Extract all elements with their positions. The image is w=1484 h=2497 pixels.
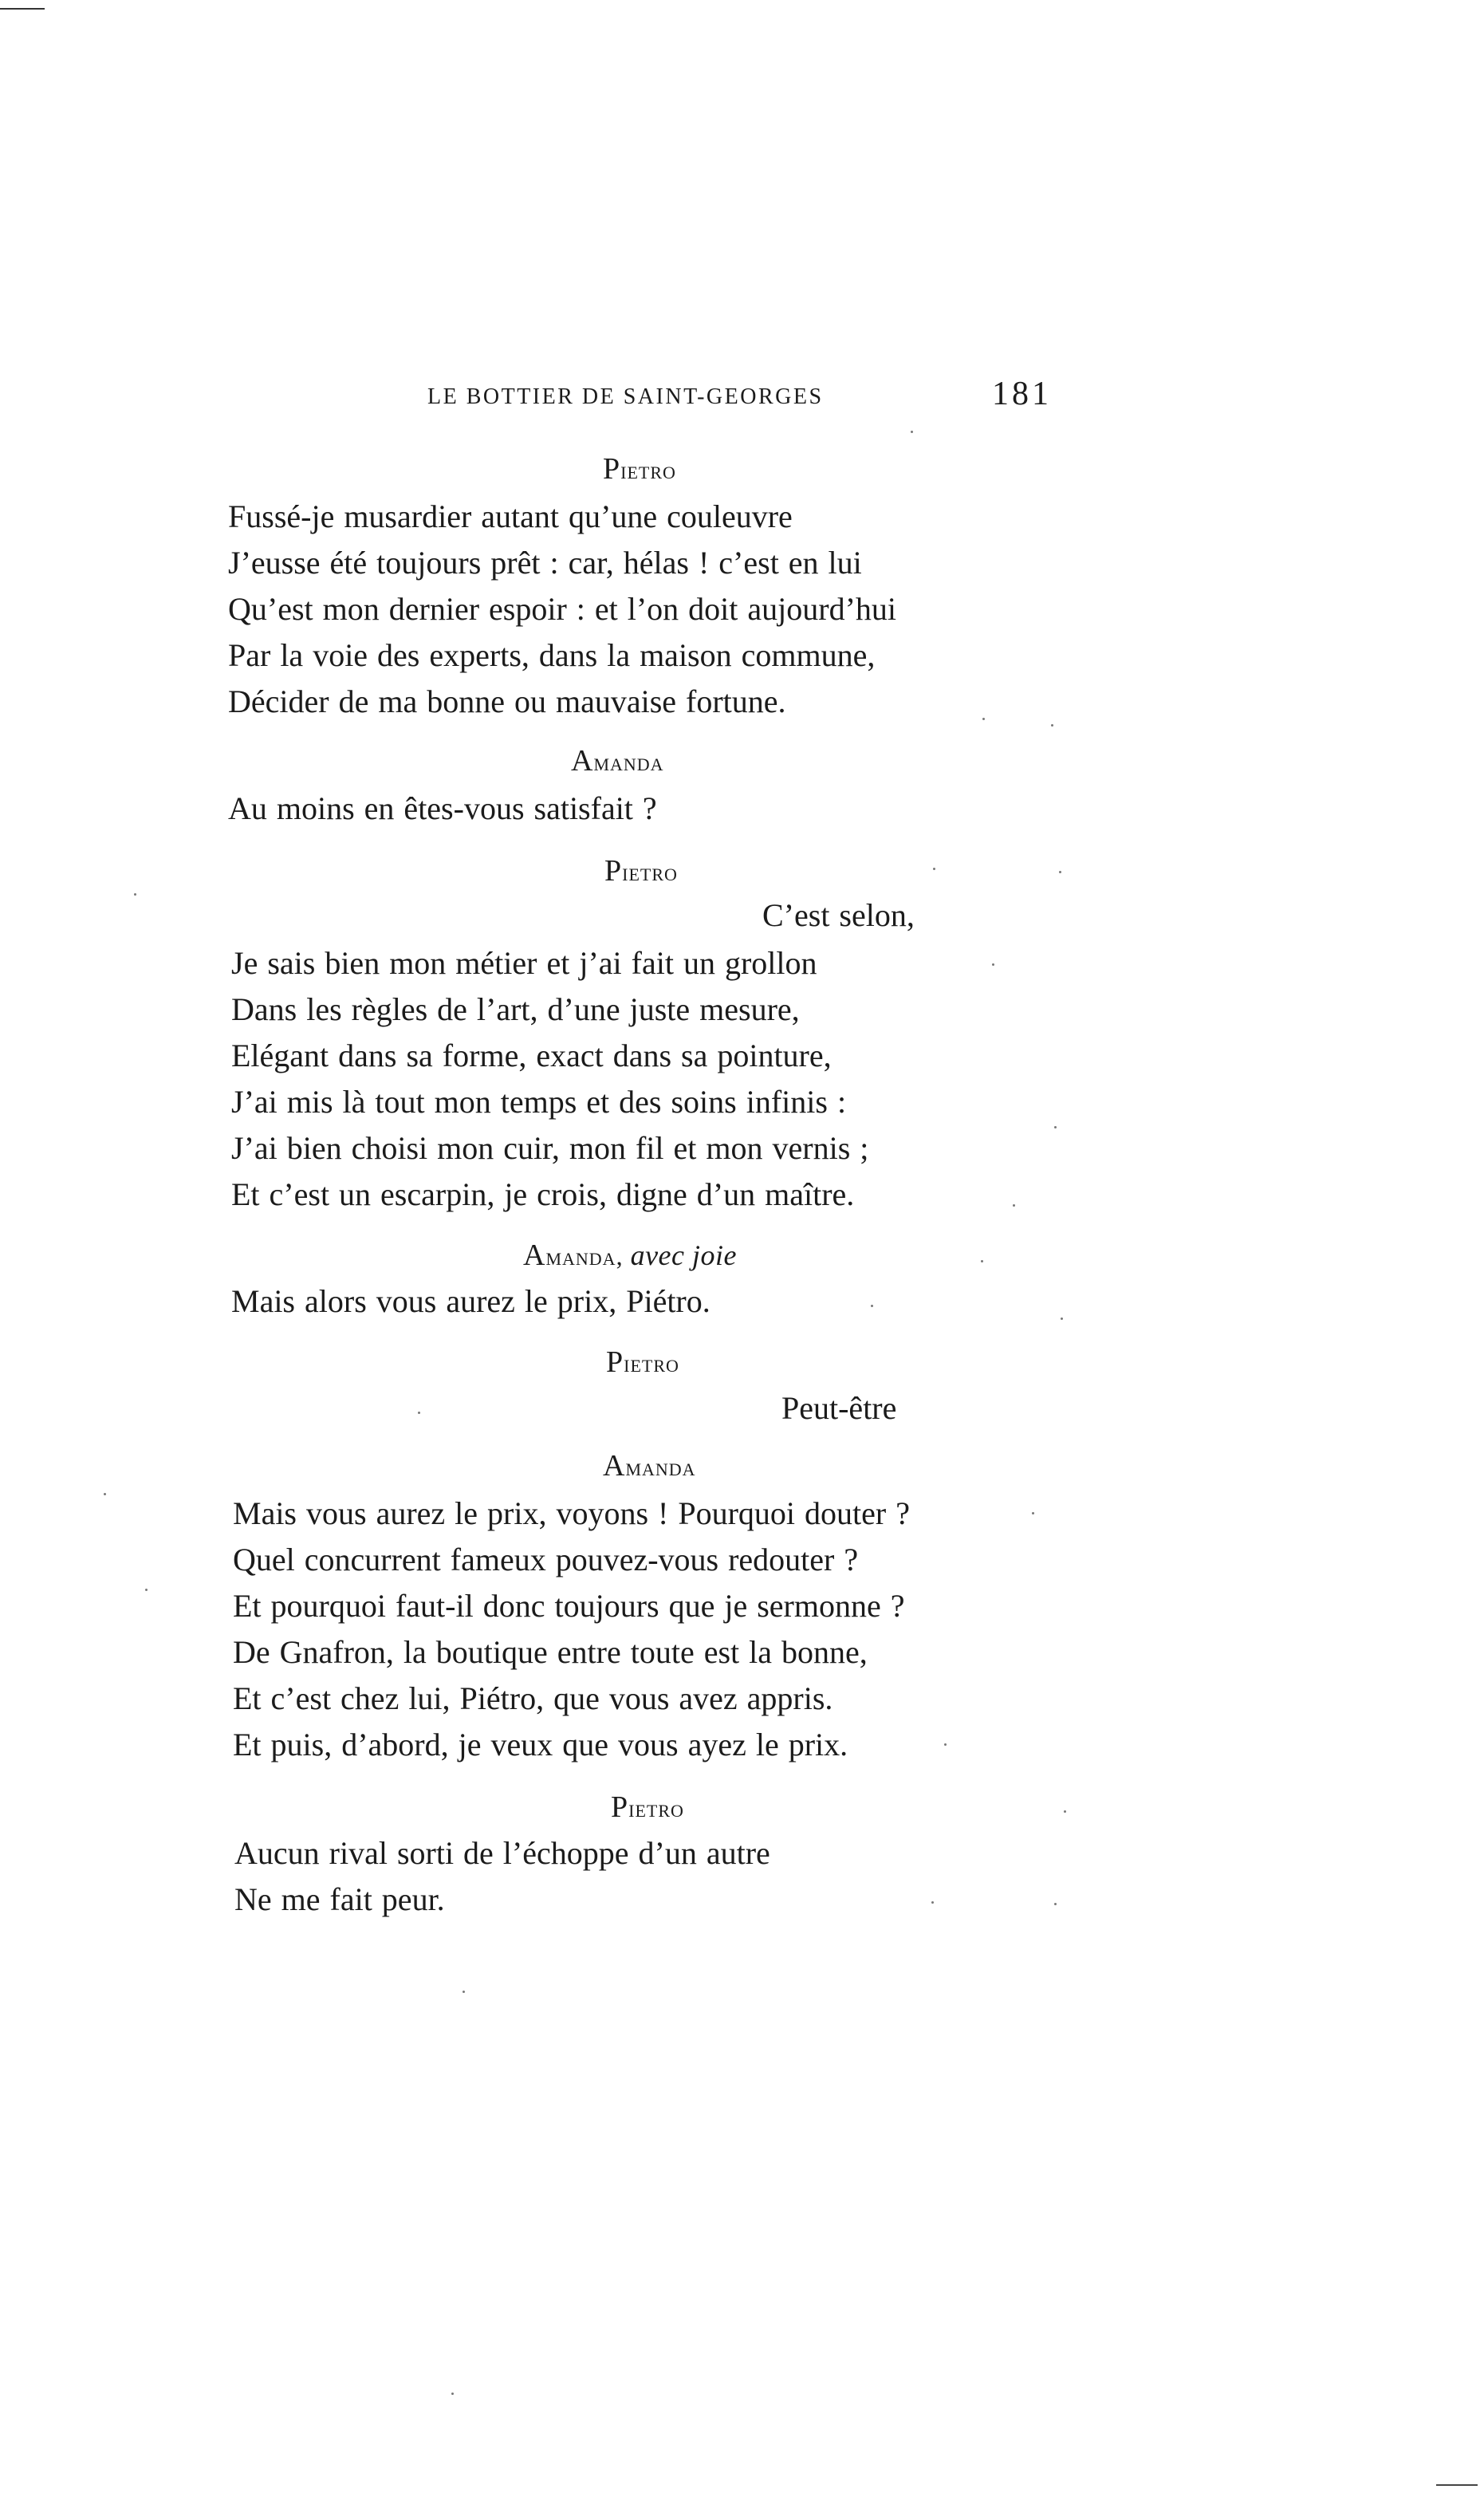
verse-line: Ne me fait peur.: [234, 1881, 445, 1917]
speaker-name: [523, 1239, 624, 1272]
verse-line: Et c’est chez lui, Piétro, que vous avez appris.: [233, 1680, 833, 1716]
top-left-rule: [0, 8, 45, 10]
speaker-initial: A: [571, 744, 594, 778]
verse-line: Aucun rival sorti de l’échoppe d’un autre: [234, 1835, 770, 1871]
scan-speck: [933, 868, 935, 870]
scan-speck: [982, 718, 985, 720]
scan-speck: [1051, 724, 1053, 727]
verse-line: Dans les règles de l’art, d’une juste mesure,: [231, 991, 800, 1027]
verse-line: Fussé-je musardier autant qu’une couleuvre: [228, 498, 793, 534]
scan-speck: [104, 1493, 106, 1495]
verse-line: De Gnafron, la boutique entre toute est la bonne,: [233, 1634, 868, 1670]
speaker-name: [571, 742, 664, 781]
speaker-initial: A: [603, 1449, 626, 1483]
verse-line: Et c’est un escarpin, je crois, digne d’un maître.: [231, 1176, 855, 1212]
speaker-rest: ietro: [624, 1349, 679, 1377]
verse-line: J’eusse été toujours prêt : car, hélas ! c’est en lui: [228, 545, 862, 581]
verse-line: Elégant dans sa forme, exact dans sa pointure,: [231, 1038, 832, 1073]
speaker-rest: ietro: [622, 857, 678, 886]
speaker-rest: manda: [593, 747, 664, 776]
speaker-rest: manda: [625, 1452, 696, 1481]
scan-speck: [463, 1991, 465, 1993]
scan-speck: [418, 1412, 420, 1414]
verse-line: Quel concurrent fameux pouvez-vous redouter ?: [233, 1542, 859, 1577]
scan-speck: [1013, 1204, 1015, 1207]
verse-line: J’ai mis là tout mon temps et des soins infinis :: [231, 1084, 847, 1120]
speaker-name: [611, 1788, 684, 1827]
scan-speck: [981, 1260, 983, 1262]
scan-speck: [871, 1305, 873, 1307]
speaker-initial: P: [611, 1790, 629, 1824]
scan-speck: [992, 963, 994, 966]
verse-line: Et pourquoi faut-il donc toujours que je sermonne ?: [233, 1588, 905, 1624]
speaker-initial: P: [603, 452, 621, 486]
stage-direction: avec joie: [630, 1239, 737, 1271]
verse-line: C’est selon,: [762, 897, 915, 933]
page-number: 181: [992, 376, 1052, 412]
scan-speck: [911, 431, 913, 433]
speaker-line: [523, 1236, 737, 1275]
speaker-rest: ietro: [628, 1794, 684, 1822]
verse-line: Qu’est mon dernier espoir : et l’on doit aujourd’hui: [228, 591, 897, 627]
speaker-name: [604, 852, 678, 891]
speaker-initial: P: [604, 854, 623, 888]
verse-line: Peut-être: [781, 1390, 897, 1426]
scan-speck: [1054, 1903, 1057, 1905]
verse-line: Par la voie des experts, dans la maison commune,: [228, 637, 876, 673]
scan-speck: [1032, 1512, 1034, 1514]
speaker-initial: P: [606, 1345, 624, 1379]
scan-speck: [134, 893, 136, 896]
scan-speck: [145, 1589, 148, 1591]
scan-speck: [944, 1743, 947, 1746]
verse-line: Décider de ma bonne ou mauvaise fortune.: [228, 683, 786, 719]
scan-speck: [1054, 1126, 1057, 1128]
speaker-initial: A: [523, 1239, 546, 1272]
speaker-rest: ietro: [620, 455, 676, 484]
verse-line: Je sais bien mon métier et j’ai fait un grollon: [231, 945, 817, 981]
verse-line: J’ai bien choisi mon cuir, mon fil et mon vernis ;: [231, 1130, 869, 1166]
scan-speck: [1059, 871, 1061, 873]
scan-speck: [451, 2393, 454, 2395]
speaker-name: [606, 1343, 679, 1382]
scan-speck: [1061, 1317, 1063, 1320]
running-head: LE BOTTIER DE SAINT-GEORGES: [427, 384, 824, 409]
verse-line: Mais alors vous aurez le prix, Piétro.: [231, 1283, 711, 1319]
verse-line: Et puis, d’abord, je veux que vous ayez le prix.: [233, 1727, 848, 1762]
scan-speck: [1064, 1810, 1066, 1813]
verse-line: Mais vous aurez le prix, voyons ! Pourquoi douter ?: [233, 1495, 910, 1531]
speaker-rest: manda,: [545, 1242, 624, 1270]
scan-speck: [931, 1901, 934, 1904]
verse-line: Au moins en êtes-vous satisfait ?: [228, 790, 657, 826]
speaker-name: [603, 450, 676, 489]
speaker-name: [603, 1447, 696, 1486]
bottom-right-mark: [1436, 2484, 1478, 2486]
